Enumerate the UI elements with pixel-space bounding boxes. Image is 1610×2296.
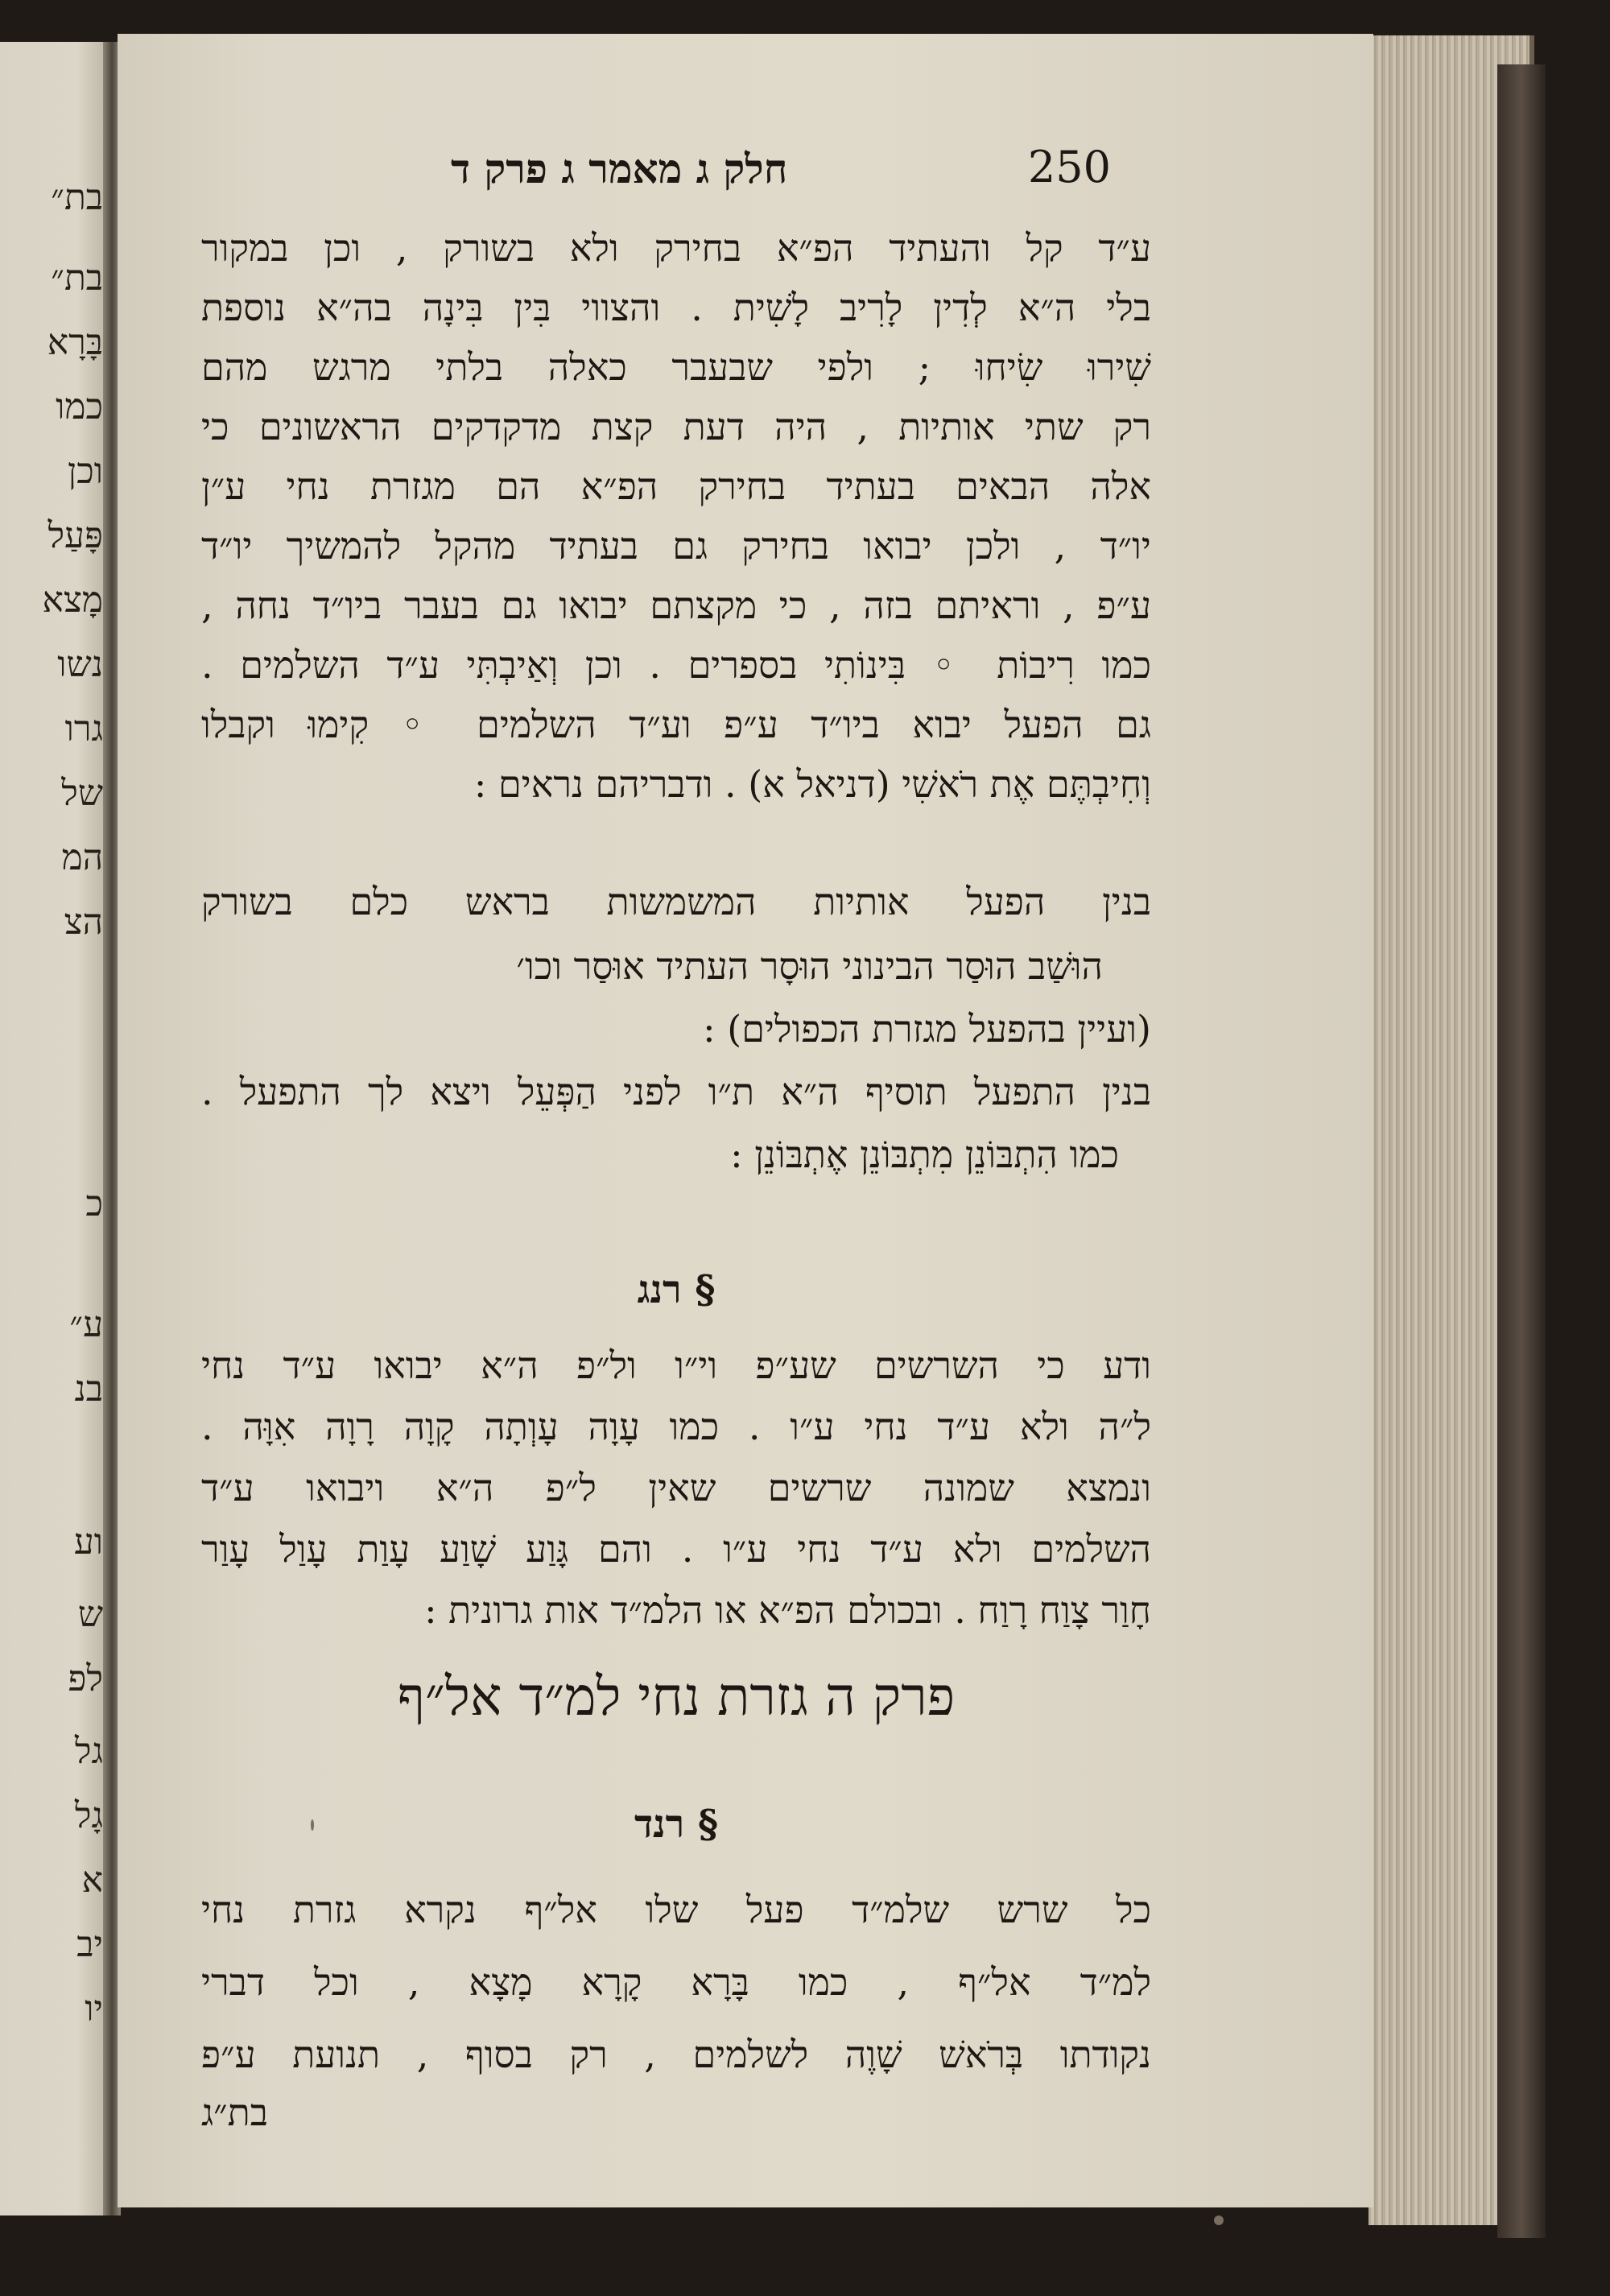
text-line: בלי ה״א לְדִין לָרִיב לָשִׁית . והצווי בִּין בִּינָה בה״א נוספת: [201, 286, 1151, 329]
text-line: כמו רִיבוֹת ◦ בִּינוֹתִי בספרים . וכן וְאַיבְתִּי ע״ד השלמים .: [201, 643, 1151, 687]
left-page-fragment: בָּרָא: [47, 322, 103, 363]
left-page-fragment: יו: [85, 1988, 103, 2030]
left-page-fragment: ע״: [69, 1304, 103, 1345]
chapter-title: פרק ה גזרת נחי למ״ד אל״ף: [397, 1666, 956, 1728]
text-line: ונמצא שמונה שרשים שאין ל״פ ה״א ויבואו ע״ד: [201, 1466, 1151, 1509]
left-facing-page: [0, 42, 111, 2215]
text-line: למ״ד אל״ף , כמו בָּרָא קָרָא מָצָא , וכל דברי: [201, 1960, 1151, 2004]
left-page-fragment: המ: [61, 837, 103, 878]
binyan-line: (ועיין בהפעל מגזרת הכפולים) :: [703, 1007, 1151, 1051]
left-page-fragment: גרו: [64, 708, 103, 750]
left-page-fragment: וכן: [68, 451, 103, 492]
binyan-line: בנין התפעל תוסיף ה״א ת״ו לפני הַפְּעֵל ויצא לך התפעל .: [201, 1070, 1151, 1113]
text-line: ע״ד קל והעתיד הפ״א בחירק ולא בשורק , וכן במקור: [201, 226, 1151, 270]
left-page-fragment: לפ: [68, 1658, 103, 1699]
left-page-fragment: בת״: [51, 177, 103, 218]
paper-speck: [1214, 2215, 1224, 2225]
left-page-fragment: הצ: [64, 902, 103, 943]
left-page-fragment: גָל: [74, 1795, 103, 1836]
left-page-fragment: פָּעַל: [47, 515, 103, 556]
text-line: כל שרש שלמ״ד פעל שלו אל״ף נקרא גזרת נחי: [201, 1888, 1151, 1931]
text-line: חָוַר צָוַח רָוַח . ובכולם הפ״א או הלמ״ד אות גרונית :: [424, 1588, 1151, 1632]
text-line: ל״ה ולא ע״ד נחי ע״ו . כמו עָוָה עָוְתָה קָוָה רָוָה אִוָּה .: [201, 1405, 1151, 1448]
left-page-fragment: א: [81, 1860, 103, 1901]
left-page-fragment: בת״: [51, 258, 103, 299]
left-page-fragment: יב: [76, 1924, 103, 1965]
running-head: חלק ג מאמר ג פרק ד: [451, 145, 788, 192]
section-heading: § רנד: [634, 1802, 719, 1847]
binyan-line: הוּשַׁב הוּסַר הבינוני הוּסָר העתיד אוּסַר וכו׳: [516, 944, 1103, 988]
page-number: 250: [1027, 142, 1111, 192]
paper-speck: [311, 1819, 314, 1831]
text-line: ע״פ , וראיתם בזה , כי מקצתם יבואו גם בעבר ביו״ד נחה ,: [201, 584, 1151, 627]
text-line: גם הפעל יבוא ביו״ד ע״פ וע״ד השלמים ◦ קִימוּ וקבלו: [201, 703, 1152, 746]
left-page-fragment: בנ: [74, 1369, 103, 1410]
left-page-fragment: כמו: [56, 386, 103, 427]
catchword: בת״ג: [201, 2091, 268, 2134]
left-page-fragment: נשו: [57, 644, 103, 685]
text-line: רק שתי אותיות , היה דעת קצת מדקדקים הראשונים כי: [201, 405, 1151, 448]
left-page-fragment: וע: [73, 1522, 103, 1563]
left-page-fragment: גל: [74, 1731, 103, 1772]
page-header: [451, 142, 1111, 198]
binyan-line: כמו הִתְבּוֹנֵן מִתְבּוֹנֵן אֶתְבּוֹנֵן :: [730, 1133, 1119, 1176]
text-line: נקודתו בְּרֹאשׁ שָׁוֶה לשלמים , רק בסוף , תנועת ע״פ: [201, 2033, 1151, 2076]
text-line: יו״ד , ולכן יבואו בחירק גם בעתיד מהקל להמשיך יו״ד: [201, 524, 1151, 568]
book-cover-edge: [1497, 64, 1546, 2238]
binyan-line: בנין הפעל אותיות המשמשות בראש כלם בשורק: [201, 880, 1151, 923]
text-line: ודע כי השרשים שע״פ וי״ו ול״פ ה״א יבואו ע״ד נחי: [201, 1344, 1151, 1387]
text-line: השלמים ולא ע״ד נחי ע״ו . והם גָּוַע שָׁוַע עָוַת עָוַל עָוַר: [201, 1527, 1151, 1571]
left-page-fragment: של: [61, 773, 103, 814]
text-line: שִׁירוּ שִׂיחוּ ; ולפי שבעבר כאלה בלתי מרגש מהם: [201, 345, 1151, 389]
left-page-fragment: מָצא: [42, 580, 103, 621]
text-line: וְחִיבְתֶּם אֶת רֹאשִׁי (דניאל א) . ודבריהם נראים :: [473, 762, 1151, 806]
section-heading: § רנג: [637, 1267, 716, 1312]
text-line: אלה הבאים בעתיד בחירק הפ״א הם מגזרת נחי ע״ן: [201, 465, 1151, 508]
left-page-fragment: כ: [85, 1183, 103, 1224]
left-page-fragment: ש: [77, 1594, 103, 1635]
